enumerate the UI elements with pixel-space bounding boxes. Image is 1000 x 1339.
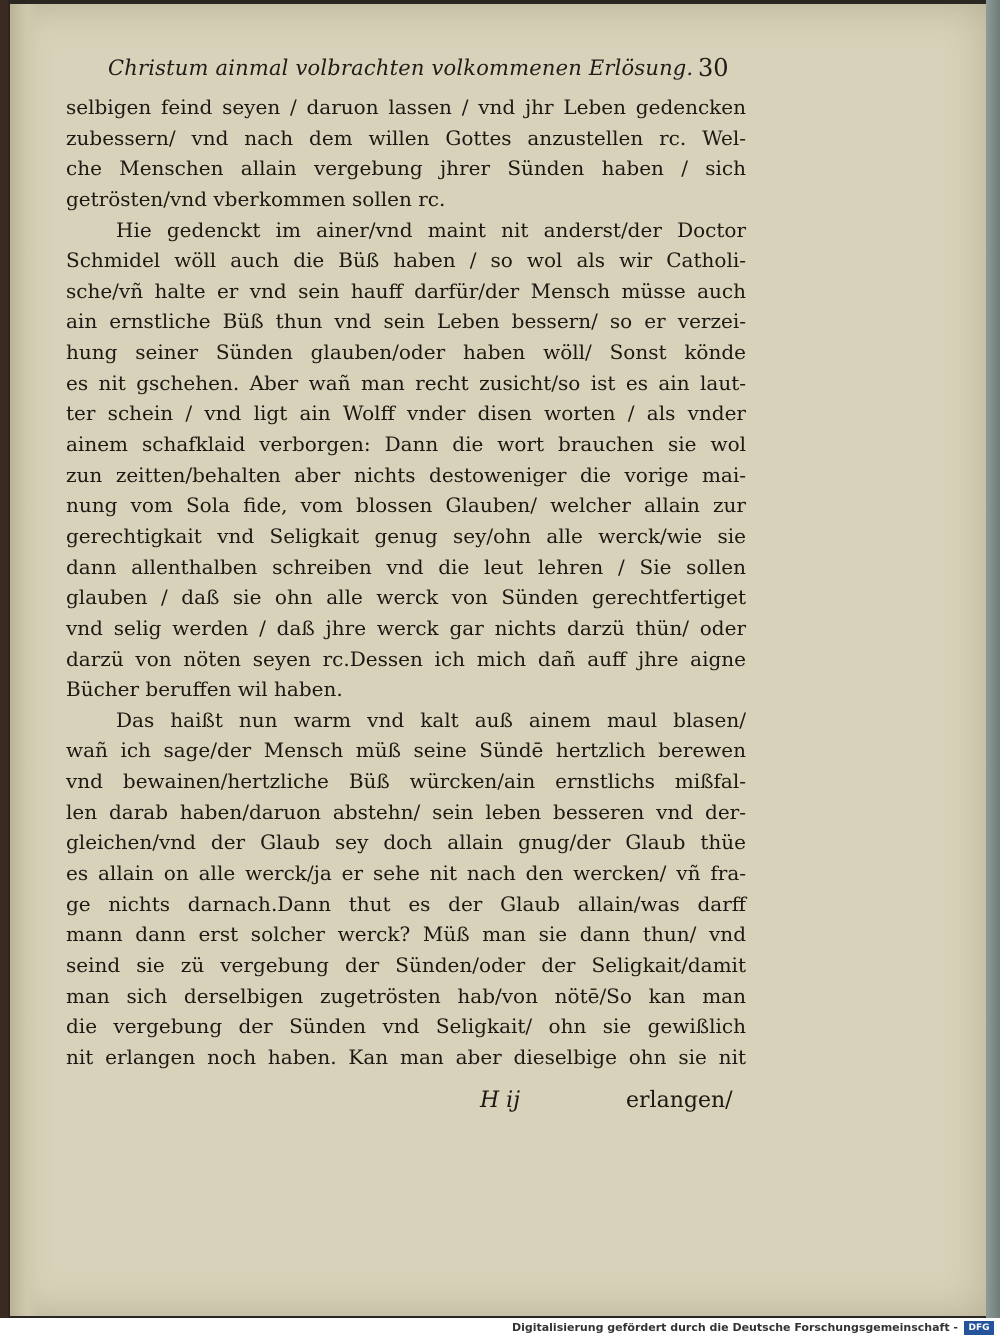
- text-line: glauben / daß sie ohn alle werck von Sünden gerechtfertiget: [66, 585, 746, 610]
- text-line: wañ ich sage/der Mensch müß seine Sündē hertzlich berewen: [66, 738, 746, 763]
- text-line: Bücher beruffen wil haben.: [66, 677, 343, 702]
- text-line: gleichen/vnd der Glaub sey doch allain gnug/der Glaub thüe: [66, 830, 746, 855]
- text-line: vnd bewainen/hertzliche Büß würcken/ain ernstlichs mißfal-: [66, 769, 746, 794]
- page-gutter: [10, 4, 38, 1316]
- book-cover-edge-right: [986, 0, 1000, 1318]
- text-line: es nit gschehen. Aber wañ man recht zusicht/so ist es ain laut-: [66, 370, 746, 395]
- footer-bar: [0, 1318, 1000, 1339]
- running-header: Christum ainmal volbrachten volkommenen Erlösung.: [108, 56, 694, 80]
- text-line: mann dann erst solcher werck? Müß man sie dann thun/ vnd: [66, 922, 746, 947]
- text-line: man sich derselbigen zugetrösten hab/von nötē/So kan man: [66, 983, 746, 1008]
- text-line: gerechtigkait vnd Seligkait genug sey/ohn alle werck/wie sie: [66, 523, 746, 548]
- text-line: zun zeitten/behalten aber nichts destoweniger die vorige mai-: [66, 462, 746, 487]
- text-line: Schmidel wöll auch die Büß haben / so wol als wir Catholi-: [66, 248, 746, 273]
- text-line: die vergebung der Sünden vnd Seligkait/ ohn sie gewißlich: [66, 1014, 746, 1039]
- text-line: ge nichts darnach.Dann thut es der Glaub allain/was darff: [66, 891, 746, 916]
- text-line: len darab haben/daruon abstehn/ sein leben besseren vnd der-: [66, 799, 746, 824]
- funding-credit: Digitalisierung gefördert durch die Deutsche Forschungsgemeinschaft -: [511, 1321, 958, 1334]
- signature-mark: H ij: [480, 1088, 521, 1113]
- text-line: Hie gedenckt im ainer/vnd maint nit anderst/der Doctor: [116, 217, 746, 242]
- text-line: seind sie zü vergebung der Sünden/oder der Seligkait/damit: [66, 952, 746, 977]
- text-line: ain ernstliche Büß thun vnd sein Leben bessern/ so er verzei-: [66, 309, 746, 334]
- dfg-logo[interactable]: DFG: [964, 1321, 994, 1335]
- text-line: sche/vñ halte er vnd sein hauff darfür/der Mensch müsse auch: [66, 278, 746, 303]
- text-line: hung seiner Sünden glauben/oder haben wöll/ Sonst könde: [66, 340, 746, 365]
- book-cover-edge-left: [0, 0, 8, 1318]
- text-line: che Menschen allain vergebung jhrer Sünden haben / sich: [66, 156, 746, 181]
- catchword: erlangen/: [626, 1088, 733, 1113]
- text-line: darzü von nöten seyen rc.Dessen ich mich dañ auff jhre aigne: [66, 646, 746, 671]
- text-line: nung vom Sola fide, vom blossen Glauben/ welcher allain zur: [66, 493, 746, 518]
- text-line: getrösten/vnd vberkommen sollen rc.: [66, 186, 446, 211]
- text-line: dann allenthalben schreiben vnd die leut lehren / Sie sollen: [66, 554, 746, 579]
- text-line: nit erlangen noch haben. Kan man aber dieselbige ohn sie nit: [66, 1044, 746, 1069]
- body-text: [66, 92, 746, 1073]
- text-line: zubessern/ vnd nach dem willen Gottes anzustellen rc. Wel-: [66, 125, 746, 150]
- folio-number: 30: [698, 54, 729, 82]
- text-line: selbigen feind seyen / daruon lassen / vnd jhr Leben gedencken: [66, 95, 746, 119]
- text-line: es allain on alle werck/ja er sehe nit nach den wercken/ vñ fra-: [66, 861, 746, 886]
- text-line: ainem schafklaid verborgen: Dann die wort brauchen sie wol: [66, 432, 746, 457]
- text-line: vnd selig werden / daß jhre werck gar nichts darzü thün/ oder: [66, 615, 746, 640]
- text-line: Das haißt nun warm vnd kalt auß ainem maul blasen/: [116, 707, 746, 732]
- text-line: ter schein / vnd ligt ain Wolff vnder disen worten / als vnder: [66, 401, 746, 426]
